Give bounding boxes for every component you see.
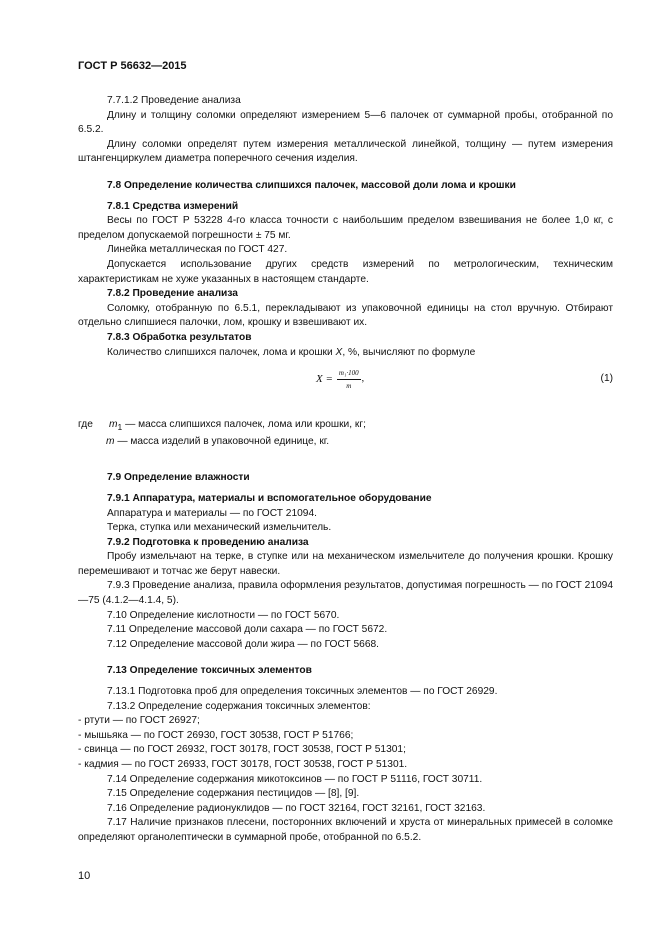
paragraph: 7.13.1 Подготовка проб для определения токсичных элементов — по ГОСТ 26929. bbox=[107, 686, 498, 698]
formula-fraction bbox=[337, 368, 361, 391]
paragraph: 7.13.2 Определение содержания токсичных элементов: bbox=[107, 700, 371, 712]
paragraph: Весы по ГОСТ Р 53228 4-го класса точности с наибольшим пределом взвешивания не более 1,0 кг, с пределом допускаемой погрешности ± 75 мг. bbox=[78, 215, 613, 241]
section-7-9-1-heading: 7.9.1 Аппаратура, материалы и вспомогательное оборудование bbox=[107, 492, 432, 504]
variable-m1: m bbox=[109, 419, 118, 431]
where-line bbox=[78, 435, 613, 450]
text-segment: — масса слипшихся палочек, лома или крошки, кг; bbox=[122, 419, 366, 431]
section-7-8-heading: 7.8 Определение количества слипшихся палочек, массовой доли лома и крошки bbox=[107, 179, 516, 191]
variable-m: m bbox=[106, 435, 115, 447]
text-segment: — масса изделий в упаковочной единице, кг. bbox=[114, 435, 330, 447]
paragraph: 7.14 Определение содержания микотоксинов — по ГОСТ Р 51116, ГОСТ 30711. bbox=[107, 773, 483, 785]
formula-denominator: m bbox=[346, 382, 352, 391]
section-7-9-2-heading: 7.9.2 Подготовка к проведению анализа bbox=[107, 536, 309, 548]
paragraph: 7.15 Определение содержания пестицидов — [8], [9]. bbox=[107, 788, 360, 800]
paragraph: 7.10 Определение кислотности — по ГОСТ 5670. bbox=[107, 609, 340, 621]
list-item: - ртути — по ГОСТ 26927; bbox=[78, 715, 200, 727]
list-item: - мышьяка — по ГОСТ 26930, ГОСТ 30538, ГОСТ Р 51766; bbox=[78, 729, 354, 741]
paragraph: Пробу измельчают на терке, в ступке или на механическом измельчителе до получения крошки. Крошку перемешивают и тотчас же берут навески. bbox=[78, 551, 613, 577]
formula-tail: , bbox=[361, 373, 365, 385]
paragraph: 7.11 Определение массовой доли сахара — по ГОСТ 5672. bbox=[107, 624, 388, 636]
formula-lhs: X = bbox=[316, 373, 333, 386]
text-segment: , %, вычисляют по формуле bbox=[342, 346, 476, 358]
section-7-8-3-heading: 7.8.3 Обработка результатов bbox=[107, 331, 252, 343]
formula-numerator: m₁·100 bbox=[337, 368, 361, 380]
paragraph: Длину и толщину соломки определяют измерением 5—6 палочек от суммарной пробы, отобранной по 6.5.2. bbox=[78, 109, 613, 136]
list-item: - кадмия — по ГОСТ 26933, ГОСТ 30178, ГОСТ 30538, ГОСТ Р 51301. bbox=[78, 759, 408, 770]
paragraph: Терка, ступка или механический измельчитель. bbox=[107, 522, 332, 534]
subscript: 1 bbox=[117, 422, 123, 433]
paragraph: Линейка металлическая по ГОСТ 427. bbox=[107, 244, 288, 256]
where-definition bbox=[109, 418, 366, 435]
paragraph: 7.17 Наличие признаков плесени, посторонних включений и хруста от минеральных примесей в соломке определяют органолептически в суммарной пробе, отобранной по 6.5.2. bbox=[78, 817, 613, 843]
formula-number: (1) bbox=[600, 373, 613, 385]
document-header: ГОСТ Р 56632—2015 bbox=[78, 60, 187, 72]
paragraph bbox=[78, 346, 613, 361]
where-word: где bbox=[78, 419, 93, 431]
paragraph: Допускается использование других средств измерений по метрологическим, техническим характеристикам не хуже указанных в настоящем стандарте. bbox=[78, 258, 613, 285]
where-line bbox=[78, 418, 613, 435]
section-7-8-2-heading: 7.8.2 Проведение анализа bbox=[107, 288, 238, 300]
section-7-8-1-heading: 7.8.1 Средства измерений bbox=[107, 200, 239, 212]
text-segment: Количество слипшихся палочек, лома и крошки bbox=[107, 346, 336, 358]
section-7-7-1-2-heading: 7.7.1.2 Проведение анализа bbox=[107, 95, 241, 106]
formula bbox=[316, 368, 364, 391]
section-7-13-heading: 7.13 Определение токсичных элементов bbox=[107, 665, 312, 677]
page-number: 10 bbox=[78, 870, 91, 882]
list-item: - свинца — по ГОСТ 26932, ГОСТ 30178, ГОСТ 30538, ГОСТ Р 51301; bbox=[78, 744, 406, 756]
formula-block bbox=[78, 362, 613, 412]
variable-x: X bbox=[335, 346, 343, 358]
page-content bbox=[78, 94, 613, 846]
paragraph: Аппаратура и материалы — по ГОСТ 21094. bbox=[107, 507, 317, 519]
paragraph: 7.16 Определение радионуклидов — по ГОСТ 32164, ГОСТ 32161, ГОСТ 32163. bbox=[107, 802, 486, 814]
paragraph: Длину соломки определят путем измерения металлической линейкой, толщину — путем измерения штангенциркулем диаметра поперечного сечения изделия. bbox=[78, 138, 613, 165]
paragraph: 7.9.3 Проведение анализа, правила оформления результатов, допустимая погрешность — по ГОСТ 21094—75 (4.1.2—4.1.4, 5). bbox=[78, 580, 613, 607]
section-7-9-heading: 7.9 Определение влажности bbox=[107, 472, 250, 484]
paragraph: 7.12 Определение массовой доли жира — по ГОСТ 5668. bbox=[107, 638, 380, 650]
paragraph: Соломку, отобранную по 6.5.1, перекладывают из упаковочной единицы на стол вручную. Отбирают отдельно слипшиеся палочки, лом, крошку и взвешивают их. bbox=[78, 302, 613, 329]
